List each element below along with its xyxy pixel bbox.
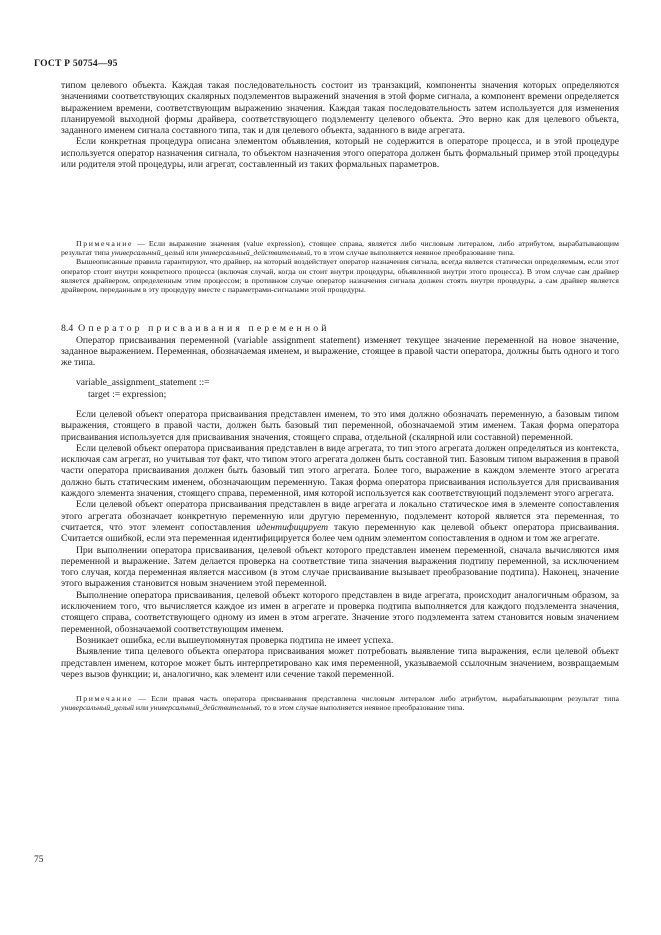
paragraph: Оператор присваивания переменной (variable assignment statement) изменяет текущее значение переменной на новое значение, заданное выражением. Переменная, обозначаемая именем, и выражение, стоящее в правой части оператора, должны быть одного и того же типа.: [61, 334, 619, 369]
note-paragraph: Вышеописанные правила гарантируют, что драйвер, на который воздействует оператор назначения сигнала, всегда является статически определяемым, если этот оператор стоит внутри конкретного процесса (включая случай, когда он стоит внутри процедуры, объявленной внутри этого процесса). В этом случае сам драйвер является драйвером, определенным этим процессом; в противном случае оператор назначения сигнала должен стоять внутри процедуры, а сам драйвер является драйвером, переданным в эту процедуру вместе с параметрами-сигналами этой процедуры.: [61, 257, 619, 295]
paragraph: Если целевой объект оператора присваивания представлен в виде агрегата и локально статическое имя в элементе сопоставления этого агрегата обозначает конкретную переменную или другую переменную, подэлемент которой является эта переменная, то считается, что этот элемент сопоставления идентифицирует такую переменную как целевой объект оператора присваивания. Считается ошибкой, если эта переменная идентифицируется более чем одним элементом сопоставления в одном и том же агрегате.: [61, 499, 619, 545]
section-number: 8.4: [61, 323, 74, 334]
paragraph: При выполнении оператора присваивания, целевой объект которого представлен именем переменной, сначала вычисляются имя переменной и выражение. Затем делается проверка на соответствие типа значения выражения подтипу переменной, за исключением того случая, когда переменная является массивом (в этом случае присваивание вызывает преобразование подтипа). Наконец, значение этого выражения становится новым значением этой переменной.: [61, 544, 619, 590]
note-block-1: [61, 239, 619, 294]
paragraph: типом целевого объекта. Каждая такая последовательность состоит из транзакций, компоненты значения которых определяются значениями соответствующих скалярных подэлементов выражений значения в этой форме сигнала, а компонент времени определяется выражением времени, соответствующим выражению значения. Каждая такая последовательность затем используется для изменения планируемой выходной формы драйвера, соответствующего подэлементу целевого объекта. Это верно как для целевого объекта, заданного именем сигнала составного типа, так и для целевого объекта, заданного в виде агрегата.: [61, 80, 619, 137]
paragraph: Выявление типа целевого объекта оператора присваивания может потребовать выявление типа выражения, если целевой объект представлен именем, которое может быть интерпретировано как имя переменной, указываемой ссылочным значением, возвращаемым через вызов функции; и, аналогично, как элемент или сечение такой переменной.: [61, 646, 619, 680]
section-8-4: [61, 323, 619, 713]
paragraph: Если целевой объект оператора присваивания представлен в виде агрегата, то тип этого агрегата должен определяться из контекста, исключая сам агрегат, но учитывая тот факт, что типом этого агрегата должен быть составной тип. Базовым типом выражения в правой части оператора присваивания должен быть базовый тип этого агрегата. Более того, выражение в каждом элементе этого агрегата должно быть статическим именем, обозначающим переменную. Такая форма оператора присваивания используется для присваивания каждого элемента значения, стоящего справа, переменной, имя которой используется как соответствующий подэлемент этого агрегата.: [61, 442, 619, 500]
page-number: 75: [34, 855, 44, 865]
section-heading: [61, 323, 619, 335]
text-block-top: [61, 80, 619, 170]
paragraph: Выполнение оператора присваивания, целевой объект которого представлен в виде агрегата, происходит аналогичным образом, за исключением того, что вычисляется каждое из имен в агрегате и проверка подтипа выполняется для каждого подэлемента значения, стоящего справа, соответствующего одному из имен в этом агрегате. Значение этого подэлемента затем становится новым значением переменной, обозначаемой соответствующим именем.: [61, 589, 619, 635]
section-title: Оператор присваивания переменной: [78, 323, 330, 334]
paragraph: Возникает ошибка, если вышеупомянутая проверка подтипа не имеет успеха.: [76, 634, 394, 646]
note-label: Примечание: [76, 239, 134, 248]
note-paragraph: Примечание — Если правая часть оператора присваивания представлена числовым литералом либо атрибутом, вырабатывающим результат типа универсальный_целый или универсальный_действительный, то в этом случае выполняется неявное преобразование типа.: [61, 694, 619, 713]
note-label: Примечание: [76, 694, 134, 704]
paragraph: Если целевой объект оператора присваивания представлен именем, то это имя должно обозначать переменную, а базовым типом выражения, стоящего в правой части, должен быть базовый тип переменной, обозначаемой этим именем. Такая форма оператора присваивания используется для присваивания значения, стоящего справа, отдельной (скалярной или составной) переменной.: [61, 408, 619, 443]
standard-header: ГОСТ Р 50754—95: [34, 58, 118, 69]
syntax-rule: variable_assignment_statement ::=: [76, 377, 210, 389]
note-paragraph: Примечание — Если выражение значения (value expression), стоящее справа, является либо числовым литералом, либо атрибутом, вырабатывающим результат типа универсальный_целый или универсальный_действительный, то в этом случае выполняется неявное преобразование типа.: [61, 239, 619, 258]
syntax-rule: target := expression;: [88, 388, 167, 400]
paragraph: Если конкретная процедура описана элементом объявления, который не содержится в операторе процесса, и в этой процедуре используется оператор назначения сигнала, то объектом назначения этого оператора должен быть формальный пример этой процедуры или родителя этой процедуры, или агрегат, составленный из таких формальных параметров.: [61, 136, 619, 171]
